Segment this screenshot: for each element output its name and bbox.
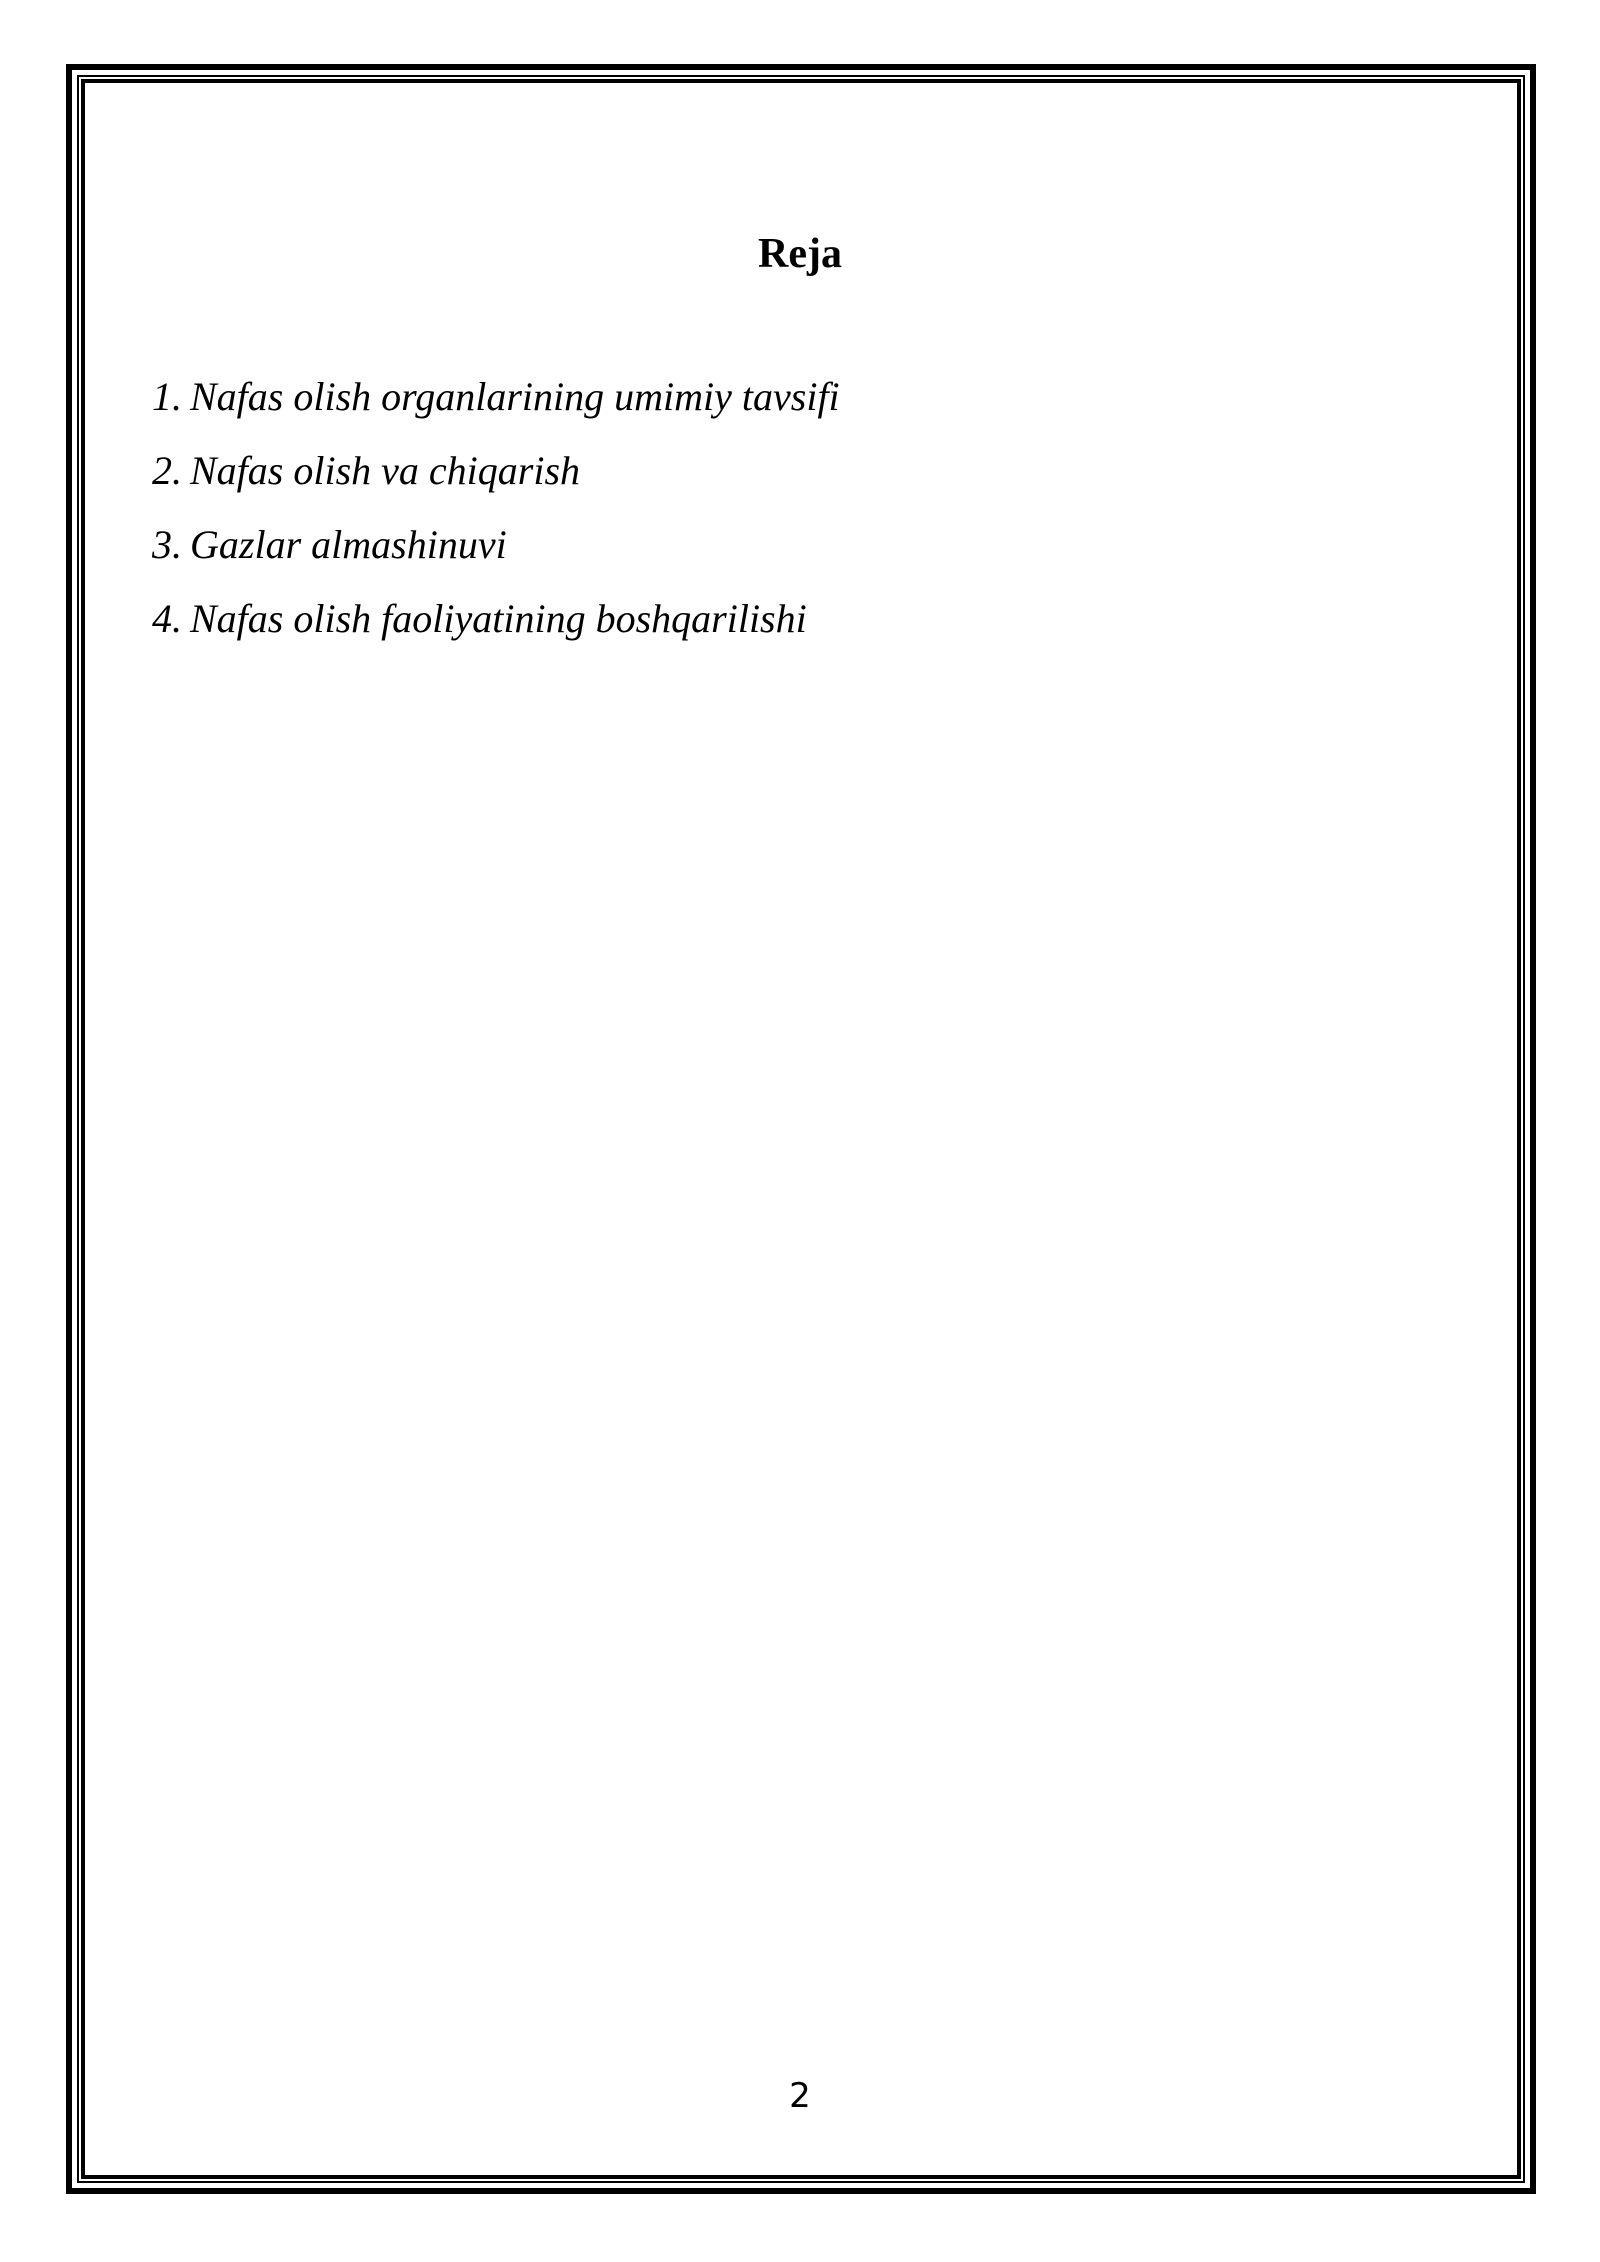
plan-item (152, 594, 840, 644)
plan-item (152, 372, 840, 422)
plan-item-number: 2. (152, 448, 182, 493)
plan-item-text: Nafas olish faoliyatining boshqarilishi (190, 596, 807, 641)
plan-item-text: Gazlar almashinuvi (190, 522, 507, 567)
page-title: Reja (758, 231, 842, 277)
plan-list (152, 372, 840, 668)
plan-item-number: 3. (152, 522, 182, 567)
plan-item (152, 520, 840, 570)
plan-item-number: 1. (152, 374, 182, 419)
plan-item (152, 446, 840, 496)
plan-item-text: Nafas olish organlarining umimiy tavsifi (190, 374, 840, 419)
plan-item-number: 4. (152, 596, 182, 641)
plan-item-text: Nafas olish va chiqarish (190, 448, 581, 493)
page-number: 2 (789, 2076, 811, 2116)
